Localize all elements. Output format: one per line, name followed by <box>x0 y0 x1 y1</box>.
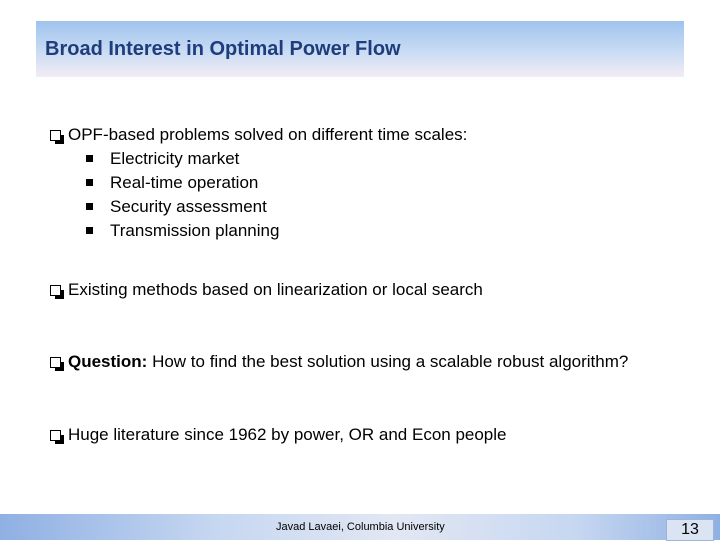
checkbox-bullet-icon <box>50 357 61 368</box>
square-bullet-icon <box>86 155 93 162</box>
bullet-question <box>50 350 628 374</box>
bullet-text: How to find the best solution using a scalable robust algorithm? <box>147 352 629 371</box>
sub-item-label: Security assessment <box>110 197 267 216</box>
sub-item <box>50 195 467 219</box>
square-bullet-icon <box>86 227 93 234</box>
page-number: 13 <box>666 519 714 541</box>
sub-item <box>50 219 467 243</box>
bullet-lead: Question: <box>68 352 148 371</box>
bullet-text: Existing methods based on linearization or local search <box>68 280 483 299</box>
bullet-text: Huge literature since 1962 by power, OR and Econ people <box>68 425 507 444</box>
bullet-literature <box>50 423 507 447</box>
sub-item <box>50 171 467 195</box>
checkbox-bullet-icon <box>50 130 61 141</box>
sub-item-label: Real-time operation <box>110 173 259 192</box>
bullet-opf <box>50 123 467 243</box>
sub-item <box>50 147 467 171</box>
square-bullet-icon <box>86 179 93 186</box>
footer-bar <box>0 514 720 540</box>
footer-author: Javad Lavaei, Columbia University <box>276 521 445 533</box>
sub-item-label: Electricity market <box>110 149 240 168</box>
checkbox-bullet-icon <box>50 285 61 296</box>
title-bar <box>36 21 684 77</box>
square-bullet-icon <box>86 203 93 210</box>
sub-list <box>50 147 467 243</box>
sub-item-label: Transmission planning <box>110 221 280 240</box>
slide-title: Broad Interest in Optimal Power Flow <box>45 38 401 60</box>
checkbox-bullet-icon <box>50 430 61 441</box>
bullet-existing-methods <box>50 278 483 302</box>
bullet-text: OPF-based problems solved on different time scales: <box>68 125 468 144</box>
